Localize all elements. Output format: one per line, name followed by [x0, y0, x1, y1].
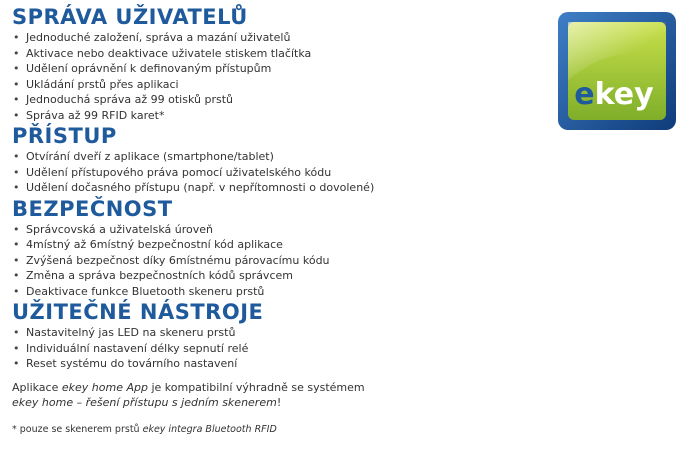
list-item: • Ukládání prstů přes aplikaci — [12, 77, 532, 93]
list-item: • Správa až 99 RFID karet* — [12, 108, 532, 124]
ekey-logo-icon — [556, 10, 678, 132]
logo-wordmark — [574, 77, 654, 112]
compatibility-note — [12, 380, 532, 410]
list-item: • Jednoduchá správa až 99 otisků prstů — [12, 92, 532, 108]
footnote — [12, 423, 532, 436]
list-item: • Aktivace nebo deaktivace uživatele stiskem tlačítka — [12, 46, 532, 62]
heading-security: BEZPEČNOST — [12, 196, 173, 221]
logo-key: key — [594, 77, 654, 112]
ekey-app-icon — [556, 10, 678, 132]
footnote-text: * pouze se skenerem prstů — [12, 423, 143, 435]
list-item: • Deaktivace funkce Bluetooth skeneru prstů — [12, 284, 532, 300]
list-user-management — [12, 30, 532, 123]
note-text: je kompatibilní výhradně se systémem — [147, 380, 365, 394]
list-item: • Otvírání dveří z aplikace (smartphone/tablet) — [12, 149, 532, 165]
note-text: ! — [276, 395, 282, 409]
list-item: • Správcovská a uživatelská úroveň — [12, 222, 532, 238]
list-item: • Udělení přístupového práva pomocí uživatelského kódu — [12, 165, 532, 181]
system-name: ekey home – řešení přístupu s jedním skenerem — [12, 395, 277, 409]
footnote-product: ekey integra Bluetooth RFID — [142, 423, 277, 435]
heading-access: PŘÍSTUP — [12, 124, 117, 148]
list-item: • Jednoduché založení, správa a mazání uživatelů — [12, 30, 532, 46]
list-item: • Nastavitelný jas LED na skeneru prstů — [12, 325, 532, 341]
app-name: ekey home App — [61, 380, 148, 394]
list-item: • 4místný až 6místný bezpečnostní kód aplikace — [12, 237, 532, 253]
logo-e: e — [574, 77, 595, 112]
list-access — [12, 149, 532, 196]
list-item: • Změna a správa bezpečnostních kódů správcem — [12, 268, 532, 284]
feature-list — [12, 4, 532, 436]
heading-user-management: SPRÁVA UŽIVATELŮ — [12, 5, 248, 29]
list-security — [12, 222, 532, 300]
list-item: • Zvýšená bezpečnost díky 6místnému párovacímu kódu — [12, 253, 532, 269]
list-item: • Udělení oprávnění k definovaným přístupům — [12, 61, 532, 77]
heading-tools: UŽITEČNÉ NÁSTROJE — [12, 300, 264, 324]
list-item: • Individuální nastavení délky sepnutí relé — [12, 341, 532, 357]
list-item: • Reset systému do továrního nastavení — [12, 356, 532, 372]
list-tools — [12, 325, 532, 372]
note-text: Aplikace — [12, 380, 62, 394]
list-item: • Udělení dočasného přístupu (např. v nepřítomnosti o dovolené) — [12, 180, 532, 196]
